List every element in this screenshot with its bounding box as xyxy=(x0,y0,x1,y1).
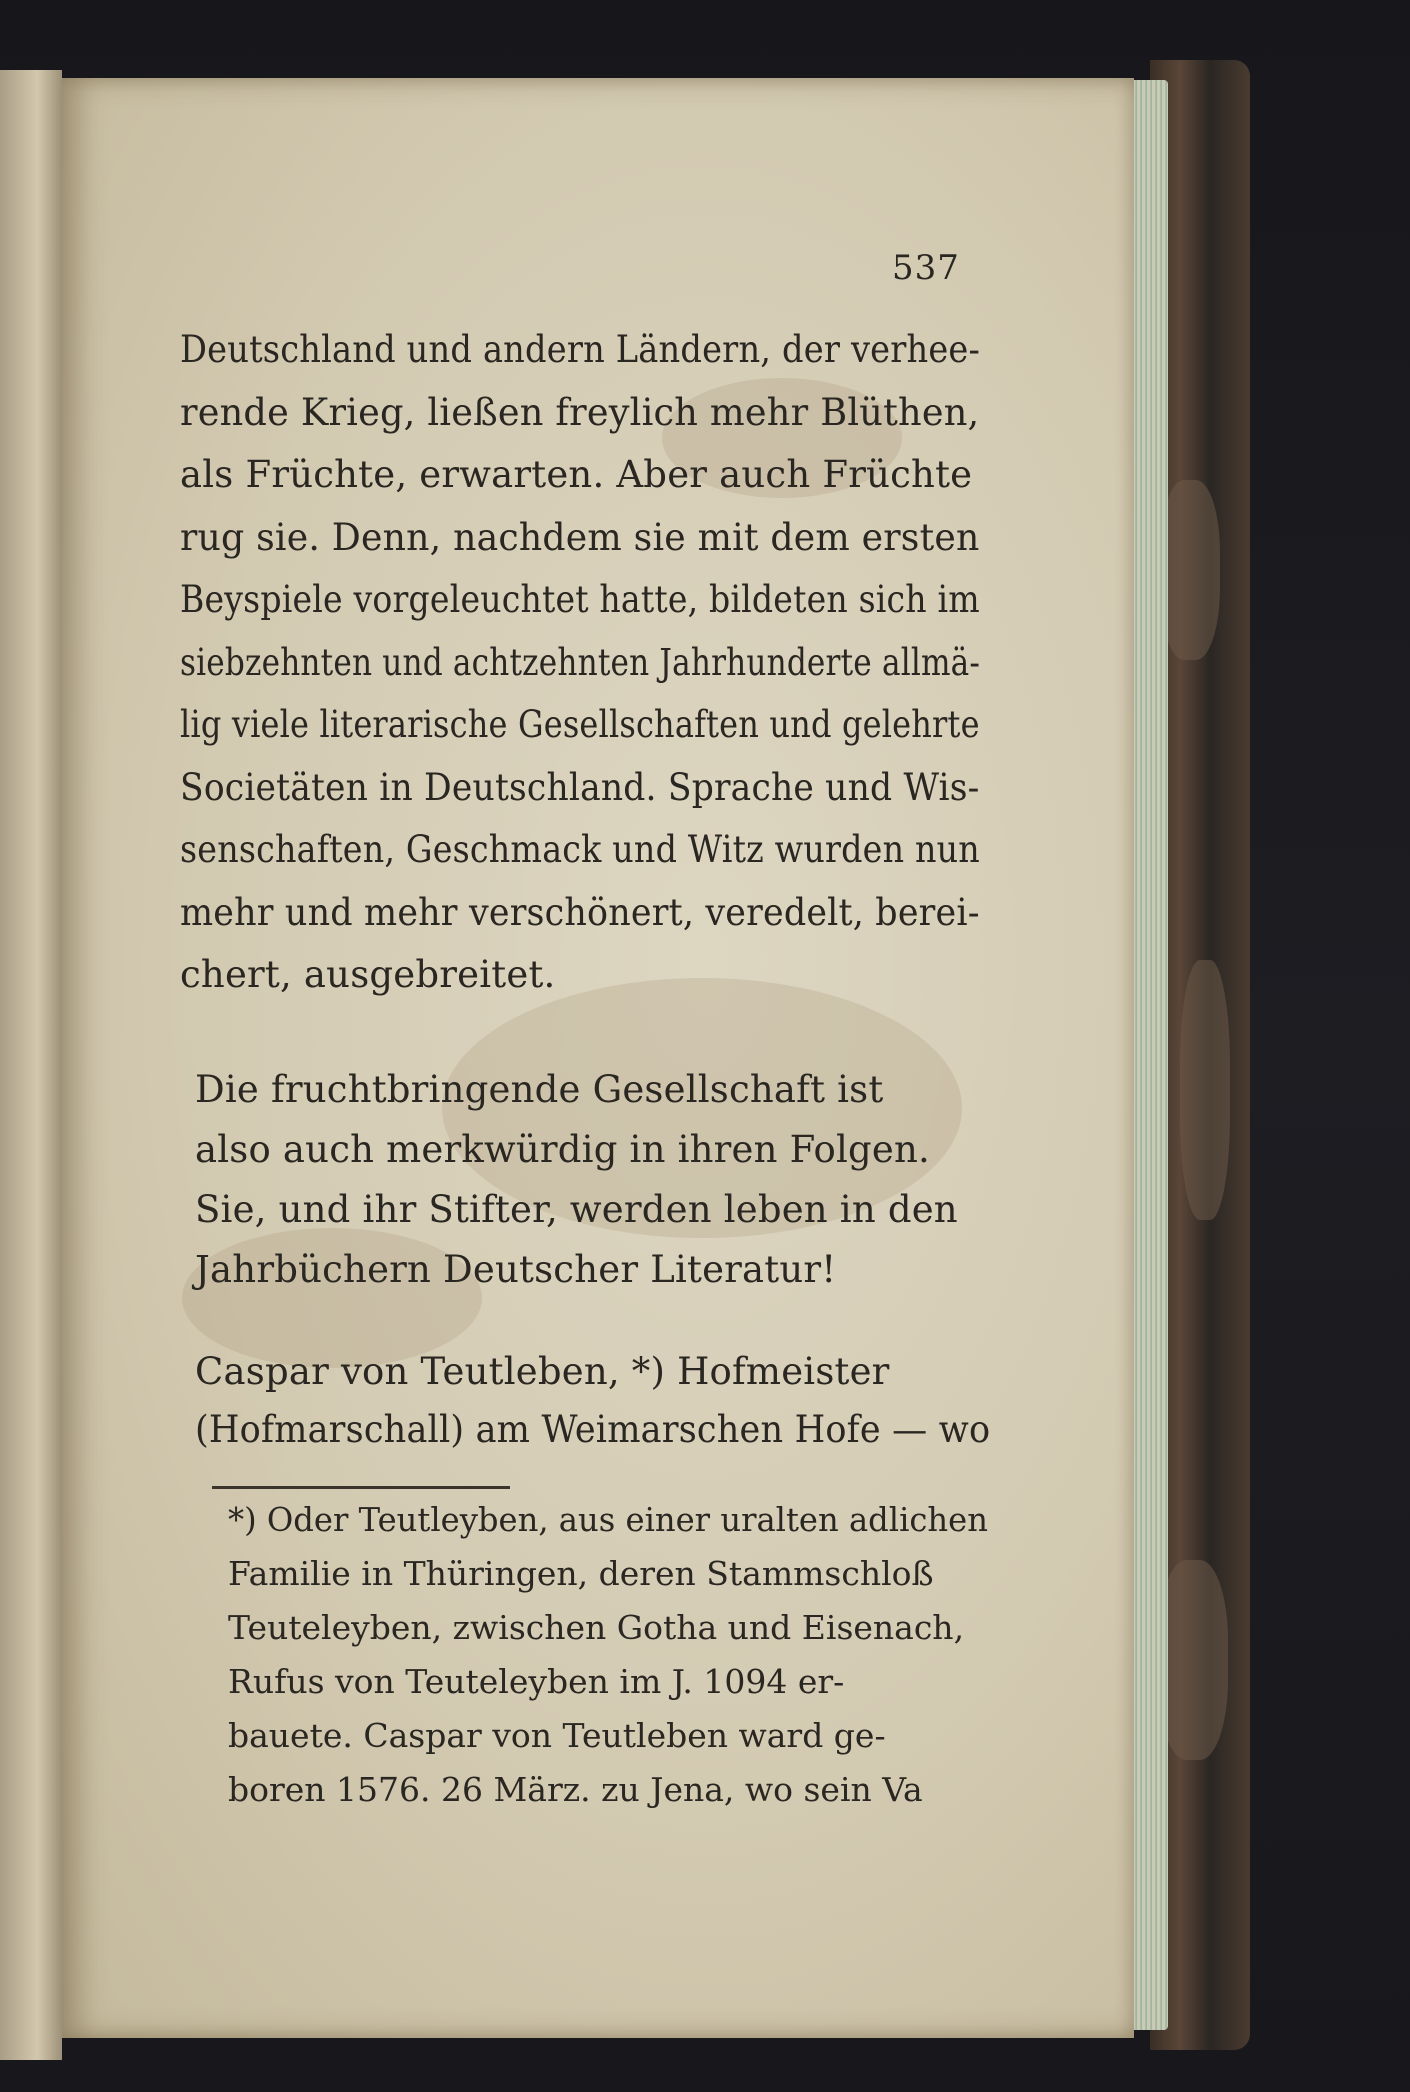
footnote-lines-line: Teuteleyben, zwischen Gotha und Eisenach, xyxy=(228,1608,965,1647)
body-lines-line: chert, ausgebreitet. xyxy=(180,953,556,996)
body-lines-line: Deutschland und andern Ländern, der verhee- xyxy=(180,328,981,371)
paragraph2-lines-line: Die fruchtbringende Gesellschaft ist xyxy=(195,1068,884,1111)
body-lines-line: lig viele literarische Gesellschaften und gelehrte xyxy=(180,703,980,746)
body-lines-line: mehr und mehr verschönert, veredelt, berei- xyxy=(180,890,980,934)
body-lines-line: Beyspiele vorgeleuchtet hatte, bildeten sich im xyxy=(180,578,980,621)
page-number: 537 xyxy=(892,248,960,288)
paragraph2-lines-line: Sie, und ihr Stifter, werden leben in den xyxy=(195,1188,958,1231)
footnote-lines-line: *) Oder Teutleyben, aus einer uralten adlichen xyxy=(228,1500,988,1539)
body-lines-line: senschaften, Geschmack und Witz wurden nun xyxy=(180,828,980,871)
body-lines-line: siebzehnten und achtzehnten Jahrhunderte allmä- xyxy=(180,640,981,684)
left-page-edge xyxy=(0,70,62,2060)
paragraph3-lines-line: Caspar von Teutleben, *) Hofmeister xyxy=(195,1350,890,1393)
body-lines-line: als Früchte, erwarten. Aber auch Früchte xyxy=(180,453,973,496)
footnote-lines-line: Familie in Thüringen, deren Stammschloß xyxy=(228,1554,934,1593)
footnote-lines-line: boren 1576. 26 März. zu Jena, wo sein Va xyxy=(228,1770,923,1809)
footnote-rule xyxy=(212,1486,510,1489)
paragraph2-lines-line: Jahrbüchern Deutscher Literatur! xyxy=(195,1248,837,1291)
paragraph3-lines-line: (Hofmarschall) am Weimarschen Hofe — wo xyxy=(195,1408,991,1451)
page-edges xyxy=(1128,80,1168,2030)
body-lines-line: rende Krieg, ließen freylich mehr Blüthen, xyxy=(180,390,980,434)
body-lines-line: rug sie. Denn, nachdem sie mit dem ersten xyxy=(180,515,980,559)
body-lines-line: Societäten in Deutschland. Sprache und Wis- xyxy=(180,765,980,809)
paragraph2-lines-line: also auch merkwürdig in ihren Folgen. xyxy=(195,1128,930,1171)
footnote-lines-line: bauete. Caspar von Teutleben ward ge- xyxy=(228,1716,886,1755)
footnote-lines-line: Rufus von Teuteleyben im J. 1094 er- xyxy=(228,1662,845,1701)
